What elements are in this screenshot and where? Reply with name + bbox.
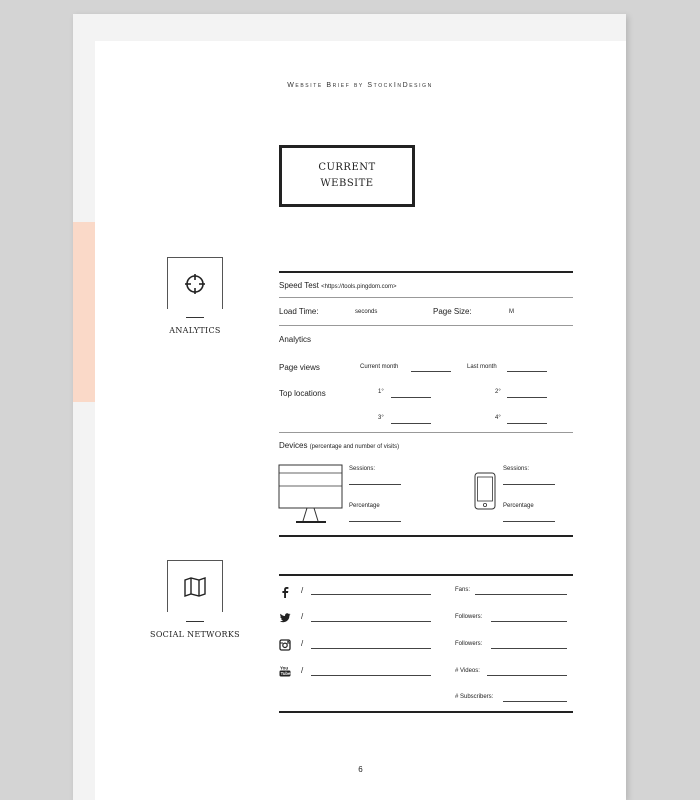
title-line-2: WEBSITE xyxy=(320,178,374,189)
mobile-percentage-field[interactable] xyxy=(503,521,555,522)
videos-field[interactable] xyxy=(487,675,567,676)
current-month-field[interactable] xyxy=(411,371,451,372)
location-rank-4: 4° xyxy=(495,415,501,421)
location-rank-3: 3° xyxy=(378,415,384,421)
videos-label: # Videos: xyxy=(455,668,480,674)
social-icon-box xyxy=(167,560,223,612)
current-month-label: Current month xyxy=(360,364,399,370)
location-rank-1: 1° xyxy=(378,389,384,395)
location-4-field[interactable] xyxy=(507,423,547,424)
mobile-percentage-label: Percentage xyxy=(503,503,534,509)
subscribers-label: # Subscribers: xyxy=(455,694,494,700)
twitter-handle-field[interactable] xyxy=(311,621,431,622)
load-time-unit: seconds xyxy=(355,309,378,315)
fans-field[interactable] xyxy=(475,594,567,595)
instagram-icon xyxy=(279,639,291,651)
rule xyxy=(279,297,573,298)
instagram-followers-label: Followers: xyxy=(455,641,483,647)
speed-test-url: <https://tools.pingdom.com> xyxy=(321,284,397,290)
svg-text:You: You xyxy=(280,665,289,671)
youtube-handle-field[interactable] xyxy=(311,675,431,676)
facebook-slash: / xyxy=(301,586,304,595)
twitter-icon xyxy=(279,612,291,624)
facebook-handle-field[interactable] xyxy=(311,594,431,595)
desktop-monitor-icon xyxy=(278,464,344,526)
svg-text:Tube: Tube xyxy=(280,671,291,677)
fans-label: Fans: xyxy=(455,587,471,593)
rule xyxy=(279,325,573,326)
location-2-field[interactable] xyxy=(507,397,547,398)
twitter-slash: / xyxy=(301,612,304,621)
location-rank-2: 2° xyxy=(495,389,501,395)
page-size-label: Page Size: xyxy=(433,307,472,316)
analytics-bottom-rule xyxy=(279,535,573,537)
top-locations-label: Top locations xyxy=(279,389,326,398)
document-page xyxy=(73,14,626,800)
analytics-top-rule xyxy=(279,271,573,273)
social-bottom-rule xyxy=(279,711,573,713)
page-content xyxy=(95,41,626,800)
devices-note: (percentage and number of visits) xyxy=(309,444,400,450)
instagram-followers-field[interactable] xyxy=(491,648,567,649)
instagram-handle-field[interactable] xyxy=(311,648,431,649)
facebook-icon xyxy=(279,586,291,598)
title-line-1: CURRENT xyxy=(318,162,376,173)
mobile-sessions-label: Sessions: xyxy=(503,466,530,472)
desktop-sessions-field[interactable] xyxy=(349,484,401,485)
twitter-followers-field[interactable] xyxy=(491,621,567,622)
page-header: Website Brief by StockInDesign xyxy=(287,82,433,89)
mobile-sessions-field[interactable] xyxy=(503,484,555,485)
page-size-unit: M xyxy=(509,309,514,315)
twitter-followers-label: Followers: xyxy=(455,614,483,620)
last-month-label: Last month xyxy=(467,364,497,370)
devices-label: Devices (percentage and number of visits) xyxy=(279,441,400,450)
map-icon xyxy=(184,577,206,597)
analytics-heading: Analytics xyxy=(279,335,312,344)
youtube-icon xyxy=(279,665,291,677)
smartphone-icon xyxy=(474,472,496,510)
page-number: 6 xyxy=(358,765,363,774)
last-month-field[interactable] xyxy=(507,371,547,372)
page-views-label: Page views xyxy=(279,363,320,372)
location-1-field[interactable] xyxy=(391,397,431,398)
desktop-sessions-label: Sessions: xyxy=(349,466,376,472)
analytics-icon-box xyxy=(167,257,223,309)
subscribers-field[interactable] xyxy=(503,701,567,702)
speed-test-label: Speed Test <https://tools.pingdom.com> xyxy=(279,281,397,290)
accent-strip xyxy=(73,222,95,402)
location-3-field[interactable] xyxy=(391,423,431,424)
analytics-label: ANALYTICS xyxy=(169,326,221,335)
analytics-divider xyxy=(186,317,204,318)
social-top-rule xyxy=(279,574,573,576)
desktop-percentage-label: Percentage xyxy=(349,503,380,509)
instagram-slash: / xyxy=(301,639,304,648)
current-website-title-box xyxy=(279,145,415,207)
social-networks-label: SOCIAL NETWORKS xyxy=(150,630,240,639)
youtube-slash: / xyxy=(301,666,304,675)
social-divider xyxy=(186,621,204,622)
crosshair-icon xyxy=(184,273,206,295)
desktop-percentage-field[interactable] xyxy=(349,521,401,522)
rule xyxy=(279,432,573,433)
load-time-label: Load Time: xyxy=(279,307,319,316)
